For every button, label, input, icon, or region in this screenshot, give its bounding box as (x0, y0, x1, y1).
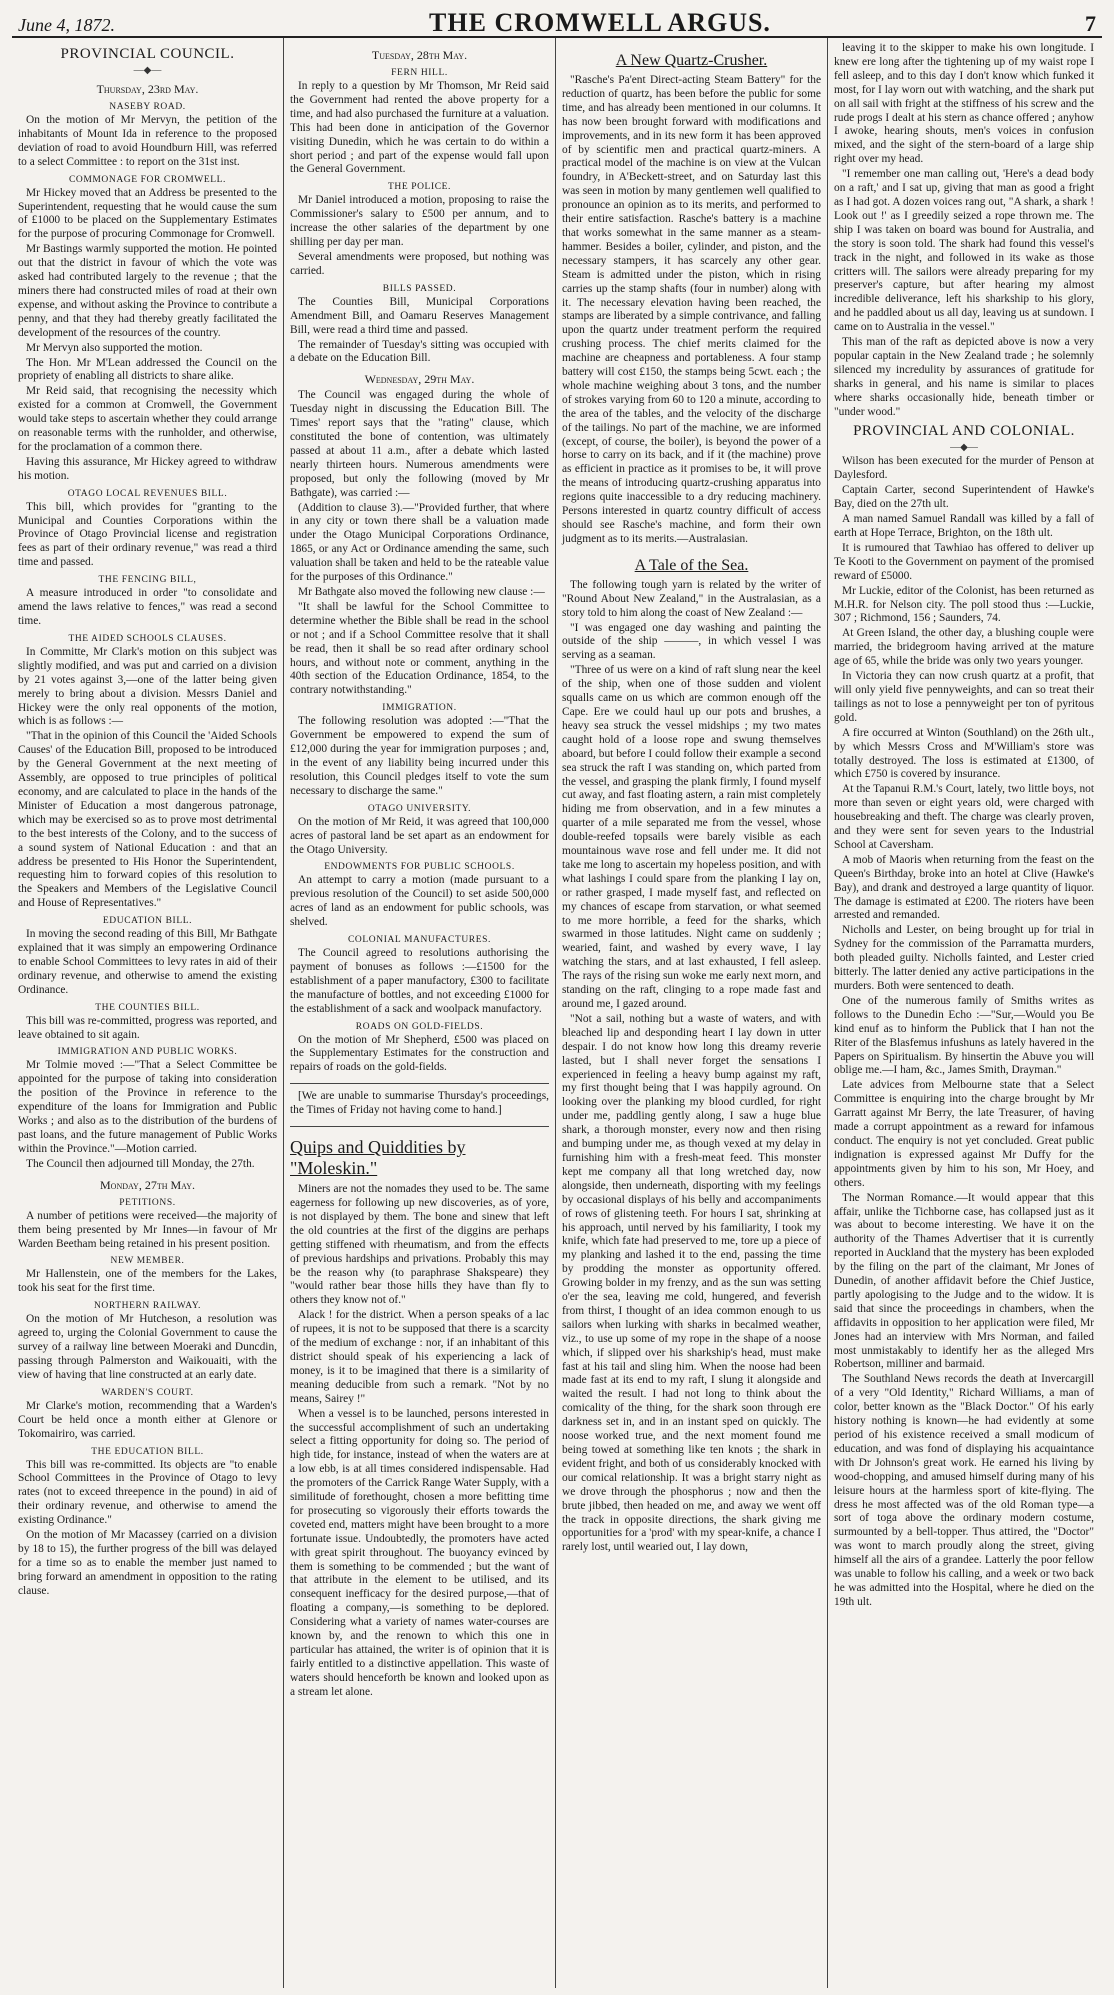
paragraph: Mr Hallenstein, one of the members for the Lakes, took his seat for the first time. (18, 1268, 277, 1295)
date-heading: Tuesday, 28th May. (371, 48, 468, 62)
column-2 (284, 38, 556, 1988)
paragraph: "That in the opinion of this Council the 'Aided Schools Causes' of the Education Bill, proposed to be introduced by the General Government at the next meeting of Assembly, are opposed to true principles of political economy, and are calculated to place in the hands of the Minister of Education a most dangerous patronage, which may be exercised so as to prove most detrimental to the best interests of the Colony, and to the success of a sound system of National Education : and that an address be presented to His Honor the Superintendent, requesting him to forward copies of this resolution to the Speakers and Members of the Legislative Council and House of Representatives." (18, 730, 277, 910)
article-title: A New Quartz-Crusher. (615, 52, 768, 69)
paragraph: In Victoria they can now crush quartz at a profit, that will only yield five pennyweights, and can so treat their tailings as not to lose a pennyweight per ton of pyritous gold. (834, 670, 1094, 724)
paragraph: On the motion of Mr Reid, it was agreed that 100,000 acres of pastoral land be set apart as an endowment for the Otago University. (290, 815, 549, 856)
divider (290, 1126, 549, 1127)
section-title: PROVINCIAL AND COLONIAL. (853, 423, 1075, 440)
page-number: 7 (1084, 11, 1096, 36)
paragraph: Having this assurance, Mr Hickey agreed to withdraw his motion. (18, 455, 277, 482)
subheading: NORTHERN RAILWAY. (93, 1301, 202, 1312)
paragraph: In moving the second reading of this Bill, Mr Bathgate explained that it was simply an empowering Ordinance to enable School Committees to levy rates in aid of their ordinary revenue, and otherwise to amend the existing Ordinance. (18, 928, 277, 996)
date-heading: Thursday, 23rd May. (96, 82, 199, 96)
subheading: COMMONAGE FOR CROMWELL. (68, 174, 227, 185)
paragraph: The following tough yarn is related by the writer of "Round About New Zealand," in the Australasian, as a story told to him along the coast of New Zealand :— (562, 578, 821, 619)
editorial-note: [We are unable to summarise Thursday's proceedings, the Times of Friday not having come to hand.] (290, 1090, 549, 1117)
paragraph: One of the numerous family of Smiths writes as follows to the Dunedin Echo :—"Sur,—Would you Be kind enuf as to hinform the Publick that I han not the Riter of the Blasfemus infushuns as lately havered in the Papers on Spiritualism. By hinsertin the Abuve you will oblige me.—I ham, &c., James Smith, Drayman." (834, 994, 1094, 1077)
columns (12, 38, 1102, 1988)
paragraph: This man of the raft as depicted above is now a very popular captain in the New Zealand trade ; he solemnly silenced my incredulity by assurances of gratitude for sharks in general, and his name is similar to places where sharks occasionally hide, beneath timber or "under wood." (834, 336, 1094, 418)
paragraph: "Not a sail, nothing but a waste of waters, and with bleached lip and desponding heart I lay down in utter despair. I do not know how long this dreamy reverie lasted, but I shall never forget the sensations I experienced in feeling a heavy bump against my raft, my first thought being that I was happily aground. On looking over the planking my blood curdled, for right under me, paddling gently along, I saw a huge blue shark, a thorough monster, every now and then rising and bumping under me, as though vexed at my delay in furnishing him with a fresh-meat feed. This monster kept me company all that long wretched day, now alongside, then underneath, disporting with my feelings by occasional displays of his belly and accompaniments of rows of glistening teeth. For hours I sat, shrinking at his approach, until nerved by his familiarity, I took my knife, which fate had preserved to me, tore up a piece of my planking and lashed it to the end, passing the time by prodding the monster as opportunity offered. Growing bolder in my frenzy, and as the sun was setting o'er the sea, leaving me cold, hungered, and feverish from thirst, I thought of an idea common enough to us sailors when lurking with sharks in becalmed weather, viz., to use up some of my rope in the shape of a noose which, if slipped over his sharkship's head, must make fast at his tail and sling him. When the noose had been made fast at its end to my raft, I slung it alongside and waited the result. I had not long to think about the comicality of the thing, for the shark soon through ere darkness set in, and in an instant sped on quickly. The noose worked true, and the next moment found me being towed at something like ten knots ; the shark in evident fright, and both of us considerably knocked with our comical relationship. It was a bright starry night as we drove through the phosphorus ; now and then the brute jibbed, then headed on me, and away we went off the track in opposite directions, the shark giving me opportunities for a 'prod' with my spear-knife, a chance I rarely lost, until wearied out, I lay down, (562, 1012, 821, 1554)
paragraph: An attempt to carry a motion (made pursuant to a previous resolution of the Council) to set aside 500,000 acres of land as an endowment for public schools, was shelved. (290, 874, 549, 929)
subheading: ROADS ON GOLD-FIELDS. (355, 1021, 484, 1032)
paragraph: The Council agreed to resolutions authorising the payment of bonuses as follows :—£1500 for the establishment of a paper manufactory, £300 to facilitate the manufacture of bottles, and not exceeding £1000 for the establishment of a sack and woolpack manufactory. (290, 947, 549, 1015)
paragraph: A number of petitions were received—the majority of them being presented by Mr Innes—in favour of Mr Warden Beetham being retained in his present position. (18, 1209, 277, 1250)
subheading: THE FENCING BILL, (98, 575, 197, 586)
paragraph: Mr Hickey moved that an Address be presented to the Superintendent, requesting that he would cause the sum of £1000 to be placed on the Supplementary Estimates for the purpose of procuring Commonage for Cromwell. (18, 186, 277, 241)
paragraph: leaving it to the skipper to make his own longitude. I knew ere long after the tightening up of my waist rope I fell asleep, and to this day I don't know which funked it most, for I lay worn out with watching, and the shark put on all sail with fright at the stiffness of his screw and the rude progs I dealt at his stern as chance offered ; anyhow I awoke, hearing shouts, men's voices in confusion mixed, and the sight of the stern-board of a large ship right over my head. (834, 42, 1094, 166)
column-4 (828, 38, 1100, 1988)
paragraph: (Addition to clause 3).—"Provided further, that where in any city or town there shall be a valuation made under the Otago Municipal Corporations Ordinance, 1865, or any Act or Ordinance amending the same, such valuation shall be taken and held to be the rateable value for the purposes of this Ordinance." (290, 501, 549, 584)
paragraph: "I remember one man calling out, 'Here's a dead body on a raft,' and I sat up, giving that man as good a fright as I had got. A dozen voices rang out, "A shark, a shark ! Look out !' as I greedily seized a rope thrown me. The ship I was taken on board was bound for Australia, and the story is soon told. The shark had found this vessel's track in the night, and followed in its wake as those critters will. The sailors were already preparing for my preserver's capture, but after hearing my almost incredible deliverance, left his sharkship to his glory, and he paddled about us all day, leaving us at sundown. I came on to Australia in the vessel." (834, 168, 1094, 334)
paragraph: "Three of us were on a kind of raft slung near the keel of the ship, when one of those sudden and violent squalls came on us which are common enough off the Cape. Ere we could haul up our pots and brushes, a heavy sea struck the vessel midships ; my two mates caught hold of a loose rope and swung themselves aboard, but before I could follow their example a second sea struck the raft I was standing on, which parted from the vessel, and grasping the plank firmly, I found myself cut away, and fast floating astern, a rain mist completely hiding me from observation, and in a few minutes a quarter of a mile separated me from the vessel, whose double-reefed topsails were barely visible as each mountainous wave rose and fell under me. It did not take me long to ascertain my hopeless position, and with what lashings I could spare from the planking I lay on, or rather grasped, I made myself fast, and reflected on my chances of escape from starvation, or what seemed to me more horrible, a feed for the sharks, which swarmed in those latitudes. Night came on suddenly ; wearied, faint, and washed by every wave, I lay watching the stars, and at last exhausted, I fell asleep. The rays of the rising sun woke me early next morn, and standing on the raft, clinging to a rope made fast and around me, I gazed around. (562, 664, 821, 1010)
subheading: THE POLICE. (387, 182, 452, 193)
subheading: PETITIONS. (119, 1197, 176, 1208)
column-3 (556, 38, 828, 1988)
subheading: OTAGO LOCAL REVENUES BILL. (67, 488, 228, 499)
paragraph: The following resolution was adopted :—"That the Government be empowered to expend the sum of £12,000 during the year for immigration purposes ; and, in the event of any liability being incurred under this resolution, this Council pledges itself to vote the sum necessary to discharge the same." (290, 715, 549, 797)
issue-date: June 4, 1872. (18, 15, 115, 35)
paragraph: This bill, which provides for "granting to the Municipal and Counties Corporations within the Province of Otago Provincial license and registration fees as part of their ordinary revenue," was read a third time and passed. (18, 500, 277, 569)
paragraph: On the motion of Mr Hutcheson, a resolution was agreed to, urging the Colonial Government to cause the survey of a railway line between Moeraki and Duncdin, passing through Palmerston and Waikouaiti, with the view of having that line constructed at an early date. (18, 1313, 277, 1381)
paragraph: Wilson has been executed for the murder of Penson at Daylesford. (834, 455, 1094, 482)
paragraph: On the motion of Mr Macassey (carried on a division by 18 to 15), the further progress of the bill was delayed for a time so as to enable the member just named to bring forward an amendment in opposition to the rating clause. (18, 1529, 277, 1597)
subheading: COLONIAL MANUFACTURES. (347, 935, 492, 946)
paragraph: In Committe, Mr Clark's motion on this subject was slightly modified, and was put and carried on a division by 21 votes against 3,—one of the latter being given merely to bring about a division. Messrs Daniel and Hickey were the only real opponents of the motion, which is as follows :— (18, 645, 277, 728)
paragraph: Several amendments were proposed, but nothing was carried. (290, 250, 549, 277)
paragraph: It is rumoured that Tawhiao has offered to deliver up Te Kooti to the Government on payment of the promised reward of £5000. (834, 541, 1094, 582)
date-heading: Wednesday, 29th May. (364, 372, 475, 387)
subheading: FERN HILL. (391, 68, 448, 78)
paragraph: Alack ! for the district. When a person speaks of a lac of rupees, it is not to be supposed that there is a scarcity of the medium of exchange : nor, if an inhabitant of this district should speak of his experiencing a lack of money, is it to be imagined that there is a similarity of meaning deducible from such a remark. "Not by no means, Sairey !" (290, 1309, 549, 1405)
paragraph: The Hon. Mr M'Lean addressed the Council on the propriety of enabling all districts to share alike. (18, 356, 277, 383)
subheading: IMMIGRATION AND PUBLIC WORKS. (57, 1047, 238, 1058)
subheading: EDUCATION BILL. (102, 916, 193, 927)
paragraph: "Rasche's Pa'ent Direct-acting Steam Battery" for the reduction of quartz, has been before the public for some time, and has already been mentioned in our columns. It has now been brought forward with modifications and improvements, and in its new form it has been approved of by scientific men and practical quartz-miners. A practical model of the machine is on view at the Vulcan foundry, in A'Beckett-street, and on Saturday last this was seen in motion by many gentlemen well qualified to pronounce an opinion as to its merits, and performed to their entire satisfaction. Rasche's battery is a machine that works somewhat in the same manner as a steam-hammer. Besides a boiler, cylinder, and piston, and the necessary stampers, it has scarcely any other gear. Steam is admitted under the piston, which in rising carries up the stamp shafts (four in number) along with it. The necessary elevation having been reached, the stamps are liberated by a simple contrivance, and falling upon the quartz under treatment perform the required crushing process. The chief merits claimed for the machine are cheapness and portableness. A four stamp battery will cost £150, the stamps being 5cwt. each ; the whole machine weighing about 3 tons, and the number of strokes varying from 60 to 120 a minute, according to the area of the tables, and the velocity of the discharge of the tailings. No part of the machine, we are informed (except, of course, the boiler), is beyond the power of a horse to carry on its back, and if it (the machine) prove as efficient in practice as it promises to be, it will prove the means of introducing quartz-crushing apparatus into regions quite inaccessible to a dry reducing machinery. Persons interested in quartz country difficult of access should see Rasche's machine, and form their own judgment as to its merits.—Australasian. (562, 74, 821, 545)
paragraph: The Council was engaged during the whole of Tuesday night in discussing the Education Bill. The Times' report says that the "rating" clause, which constituted the bone of contention, was ultimately passed at about 11 a.m., after a debate which lasted nearly thirteen hours. Numerous amendments were proposed, but only the following (moved by Mr Bathgate), was carried :— (290, 389, 549, 499)
subheading: NASEBY ROAD. (109, 102, 186, 112)
paragraph: Miners are not the nomades they used to be. The same eagerness for following up new discoveries, as of yore, is not displayed by them. The bone and sinew that left the old countries at the first of the diggins are perhaps getting stiffened with rheumatism, and from the effects of previous hardships and privations. Probably this may be the reason why (to paraphrase Shakspeare) they "would rather bear those hills they have than fly to others they know not of." (290, 1183, 549, 1307)
subheading: THE AIDED SCHOOLS CLAUSES. (68, 633, 227, 644)
subheading: IMMIGRATION. (382, 703, 457, 714)
subheading: BILLS PASSED. (382, 283, 457, 294)
subheading: NEW MEMBER. (110, 1256, 185, 1267)
column-1 (12, 38, 284, 1988)
subheading: THE COUNTIES BILL. (95, 1002, 200, 1013)
article-title: Quips and Quiddities by "Moleskin." (290, 1137, 466, 1179)
paragraph: Mr Luckie, editor of the Colonist, has been returned as M.H.R. for Nelson city. The poll stood thus :—Luckie, 307 ; Richmond, 156 ; Saunders, 74. (834, 584, 1094, 625)
subheading: WARDEN'S COURT. (101, 1387, 194, 1398)
paragraph: A man named Samuel Randall was killed by a fall of earth at Hope Terrace, Brighton, on the 18th ult. (834, 513, 1094, 539)
paragraph: The Southland News records the death at Invercargill of a very "Old Identity," Richard Williams, a man of color, better known as the "Black Doctor." Of his early history nothing is known—he had evidently at some period of his existence received a small modicum of education, and was fond of displaying his acquaintance with Dr Johnson's great work. He earned his living by wood-chopping, and amused himself during many of his leisure hours at the harmless sport of kite-flying. The dress he most affected was of the old Roman type—a sort of toga above the ordinary modern costume, surmounted by a bell-topper. Thus attired, the "Doctor" was wont to march proudly along the street, giving himself all the airs of a grandee. Latterly the poor fellow was unable to follow his calling, and a week or two back he was admitted into the Hospital, where he died on the 19th ult. (834, 1373, 1094, 1608)
paragraph: The Norman Romance.—It would appear that this affair, unlike the Tichborne case, has collapsed just as it was about to become interesting. We have it on the authority of the Thames Advertiser that it is currently reported in Auckland that the mystery has been exploded by the filing on the part of the claimant, Mr Jones of Dunedin, of another affidavit before the Chief Justice, partly apologising to the Judge and to the widow. It is said that since the proceedings in chambers, when the affidavits in opposition to her application were filed, Mr Jones had an interview with Mrs Norman, and failed most unmistakably to identify her as the alleged Mrs Robertson, milliner and barmaid. (834, 1191, 1094, 1371)
paragraph: The Counties Bill, Municipal Corporations Amendment Bill, and Oamaru Reserves Management Bill, were read a third time and passed. (290, 295, 549, 336)
masthead (12, 8, 1102, 38)
paragraph: The Council then adjourned till Monday, the 27th. (26, 1157, 255, 1170)
ornament-divider (834, 442, 1094, 453)
newspaper-title: THE CROMWELL ARGUS. (429, 8, 771, 37)
section-title: PROVINCIAL COUNCIL. (60, 46, 235, 62)
paragraph: Mr Bathgate also moved the following new clause :— (298, 586, 545, 598)
paragraph: A measure introduced in order "to consolidate and amend the laws relative to fences," was read a second time. (18, 587, 277, 627)
paragraph: Nicholls and Lester, on being brought up for trial in Sydney for the commission of the Parramatta murders, both pleaded guilty. Nicholls fainted, and Lester cried bitterly. The latter denied any active participations in the murders. Both were sentenced to death. (834, 924, 1094, 992)
paragraph: At the Tapanui R.M.'s Court, lately, two little boys, not more than seven or eight years old, were charged with housebreaking and theft. The charge was clearly proven, and they were sent for seven years to the Industrial School at Caversham. (834, 783, 1094, 851)
paragraph: The remainder of Tuesday's sitting was occupied with a debate on the Education Bill. (290, 338, 549, 365)
paragraph: At Green Island, the other day, a blushing couple were married, the bridegroom having arrived at the mature age of 65, while the bride was only two years younger. (834, 627, 1094, 668)
paragraph: A mob of Maoris when returning from the feast on the Queen's Birthday, broke into an hotel at Clive (Hawke's Bay), and drank and destroyed a large quantity of liquor. The damage is estimated at £200. The rioters have been arrested and remanded. (834, 853, 1094, 922)
paragraph: "I was engaged one day washing and painting the outside of the ship ———, in which vessel I was serving as a seaman. (562, 621, 821, 662)
paragraph: A fire occurred at Winton (Southland) on the 26th ult., by which Messrs Cross and M'William's store was totally destroyed. The loss is estimated at £1300, of which £750 is covered by insurance. (834, 726, 1094, 781)
paragraph: Late advices from Melbourne state that a Select Committee is enquiring into the charge brought by Mr Garratt against Mr Berry, the late Treasurer, of having made a corrupt appointment as a reward for infamous conduct. The enquiry is not yet concluded. Great public indignation is expressed against Mr Duffy for the appointments given by him to his son, Mr Hoey, and others. (834, 1079, 1094, 1189)
subheading: ENDOWMENTS FOR PUBLIC SCHOOLS. (324, 862, 515, 873)
paragraph: In reply to a question by Mr Thomson, Mr Reid said the Government had rented the above property for a time, and had also purchased the furniture at a valuation. This had been done in anticipation of the Governor visiting Dunedin, which he was certain to do within a short period ; and part of the expense would fall upon the General Government. (290, 80, 549, 176)
divider (290, 1083, 549, 1084)
paragraph: Mr Bastings warmly supported the motion. He pointed out that the district in favour of which the vote was asked had contributed largely to the revenue ; that the miners there had constructed miles of road at their own expense, and without asking the Province to contribute a penny, and that they had thereby greatly facilitated the development of the resources of the country. (18, 243, 277, 339)
subheading: THE EDUCATION BILL. (91, 1446, 204, 1457)
paragraph: This bill was re-committed. Its objects are "to enable School Committees in the Province of Otago to levy rates (not to exceed threepence in the pound) in aid of their ordinary revenue, and otherwise to amend the existing Ordinance." (18, 1458, 277, 1527)
paragraph: Mr Mervyn also supported the motion. (26, 341, 203, 354)
article-title: A Tale of the Sea. (634, 556, 749, 574)
paragraph: Mr Reid said, that recognising the necessity which existed for a common at Cromwell, the Government would take steps to ascertain whether they could arrange on reasonable terms with the runholder, and otherwise, for the proclamation of a common there. (18, 385, 277, 453)
paragraph: This bill was re-committed, progress was reported, and leave obtained to sit again. (18, 1014, 277, 1041)
ornament-divider (18, 65, 277, 76)
paragraph: Mr Clarke's motion, recommending that a Warden's Court be held once a month either at Glenore or Tokomairiro, was carried. (18, 1399, 277, 1440)
paragraph: Mr Daniel introduced a motion, proposing to raise the Commissioner's salary to £500 per annum, and to increase the other salaries of the department by one shilling per day per man. (290, 194, 549, 249)
paragraph: "It shall be lawful for the School Committee to determine whether the Bible shall be read in the school or not ; and if a School Committee resolve that it shall be read, then it shall be so read after ordinary school hours, and without note or comment, anything in the 40th section of the Education Ordinance, 1854, to the contrary notwithstanding." (290, 600, 549, 697)
paragraph: Mr Tolmie moved :—"That a Select Committee be appointed for the purpose of taking into consideration the position of the Province in reference to the expenditure of the loans for Immigration and Public Works ; and also as to the distribution of the burdens of past loans, and the future management of Public Works within the Province."—Motion carried. (18, 1059, 277, 1155)
paragraph: Captain Carter, second Superintendent of Hawke's Bay, died on the 27th ult. (834, 484, 1094, 511)
paragraph: On the motion of Mr Shepherd, £500 was placed on the Supplementary Estimates for the construction and repairs of roads on the gold-fields. (290, 1033, 549, 1074)
date-heading: Monday, 27th May. (100, 1177, 195, 1192)
paragraph: When a vessel is to be launched, persons interested in the successful accomplishment of such an undertaking select a fitting opportunity for doing so. The period of high tide, for instance, instead of when the waters are at a low ebb, is at all times considered indispensable. Had the promoters of the Carrick Range Water Supply, with a similitude of forethought, chosen a more befitting time for prosecuting so vigorously their efforts towards the coveted end, matters might have been brought to a more fortunate issue. Undoubtedly, the promoters have acted with great spirit throughout. The buoyancy evinced by them is something to be commended ; but the want of that attribute in the element to be utilised, and its consequent inefficacy for the desired purpose,—that of floating a company,—is something to be deplored. Considering what a variety of names water-courses are known by, and the renown to which this one in particular has attained, the writer is of opinion that it is fairly entitled to a distinctive appellation. This waste of waters should henceforth be known and looked upon as a stream let alone. (290, 1407, 549, 1698)
subheading: OTAGO UNIVERSITY. (367, 803, 472, 814)
paragraph: On the motion of Mr Mervyn, the petition of the inhabitants of Mount Ida in reference to the proposed deviation of road to avoid Houndburn Hill, was referred to a select Committee : to report on the 31st inst. (18, 114, 277, 168)
